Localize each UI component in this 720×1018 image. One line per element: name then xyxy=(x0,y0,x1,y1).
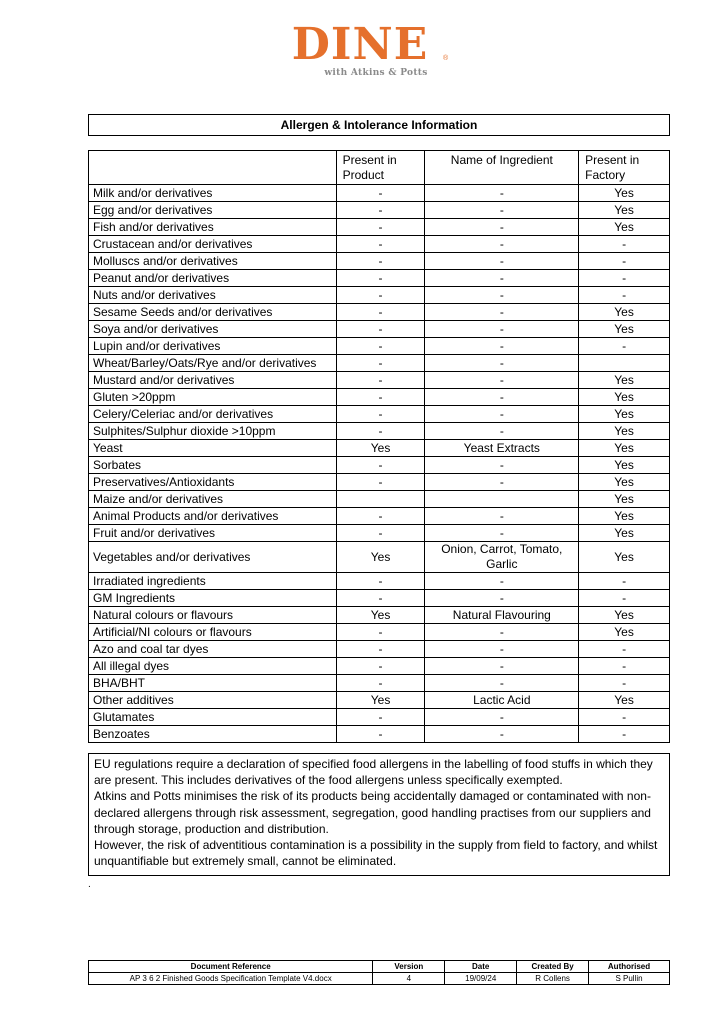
present-in-factory: Yes xyxy=(579,508,670,525)
ingredient-name: - xyxy=(425,457,579,474)
table-row xyxy=(89,641,670,658)
ingredient-name: - xyxy=(425,389,579,406)
allergen-name: Lupin and/or derivatives xyxy=(89,338,337,355)
present-in-product: - xyxy=(336,321,425,338)
table-row xyxy=(89,590,670,607)
company-logo xyxy=(0,19,720,82)
allergen-name: Sesame Seeds and/or derivatives xyxy=(89,304,337,321)
present-in-factory: - xyxy=(579,675,670,692)
present-in-product: - xyxy=(336,624,425,641)
ingredient-name: - xyxy=(425,726,579,743)
allergen-name: Soya and/or derivatives xyxy=(89,321,337,338)
present-in-factory: Yes xyxy=(579,219,670,236)
allergen-name: Azo and coal tar dyes xyxy=(89,641,337,658)
allergen-name: Molluscs and/or derivatives xyxy=(89,253,337,270)
allergen-name: BHA/BHT xyxy=(89,675,337,692)
header-allergen xyxy=(89,151,337,185)
table-row xyxy=(89,525,670,542)
allergen-name: Animal Products and/or derivatives xyxy=(89,508,337,525)
footer-header-authorised: Authorised xyxy=(589,961,670,973)
ingredient-name: - xyxy=(425,474,579,491)
ingredient-name: - xyxy=(425,590,579,607)
present-in-factory: Yes xyxy=(579,185,670,202)
present-in-factory: Yes xyxy=(579,624,670,641)
present-in-factory: - xyxy=(579,287,670,304)
allergen-name: Sorbates xyxy=(89,457,337,474)
present-in-product: - xyxy=(336,658,425,675)
allergen-name: Nuts and/or derivatives xyxy=(89,287,337,304)
ingredient-name: - xyxy=(425,321,579,338)
table-row xyxy=(89,338,670,355)
allergen-name: GM Ingredients xyxy=(89,590,337,607)
present-in-product xyxy=(336,491,425,508)
table-row xyxy=(89,304,670,321)
ingredient-name: Onion, Carrot, Tomato, Garlic xyxy=(425,542,579,573)
table-row xyxy=(89,624,670,641)
allergen-name: All illegal dyes xyxy=(89,658,337,675)
ingredient-name: - xyxy=(425,185,579,202)
present-in-factory: - xyxy=(579,590,670,607)
present-in-factory: Yes xyxy=(579,321,670,338)
present-in-product: - xyxy=(336,406,425,423)
ingredient-name: - xyxy=(425,338,579,355)
ingredient-name: - xyxy=(425,253,579,270)
present-in-product: - xyxy=(336,270,425,287)
table-row xyxy=(89,321,670,338)
table-row xyxy=(89,406,670,423)
ingredient-name: - xyxy=(425,202,579,219)
allergen-name: Vegetables and/or derivatives xyxy=(89,542,337,573)
table-row xyxy=(89,355,670,372)
allergen-name: Peanut and/or derivatives xyxy=(89,270,337,287)
present-in-factory: Yes xyxy=(579,457,670,474)
table-row xyxy=(89,389,670,406)
present-in-product: Yes xyxy=(336,692,425,709)
footer-document-reference: AP 3 6 2 Finished Goods Specification Template V4.docx xyxy=(89,973,373,985)
allergen-name: Fruit and/or derivatives xyxy=(89,525,337,542)
footer-value-row xyxy=(89,973,670,985)
table-row xyxy=(89,573,670,590)
present-in-product: Yes xyxy=(336,542,425,573)
ingredient-name: - xyxy=(425,270,579,287)
present-in-factory: - xyxy=(579,338,670,355)
footer-authorised: S Pullin xyxy=(589,973,670,985)
table-row xyxy=(89,372,670,389)
ingredient-name: - xyxy=(425,219,579,236)
present-in-factory: - xyxy=(579,270,670,287)
table-row xyxy=(89,658,670,675)
allergen-name: Glutamates xyxy=(89,709,337,726)
ingredient-name: - xyxy=(425,658,579,675)
present-in-factory: Yes xyxy=(579,423,670,440)
present-in-factory: Yes xyxy=(579,372,670,389)
table-row xyxy=(89,542,670,573)
present-in-product: - xyxy=(336,202,425,219)
document-footer-table xyxy=(88,960,670,985)
allergen-table xyxy=(88,150,670,743)
table-row xyxy=(89,491,670,508)
allergen-name: Preservatives/Antioxidants xyxy=(89,474,337,491)
allergen-name: Wheat/Barley/Oats/Rye and/or derivatives xyxy=(89,355,337,372)
allergen-name: Egg and/or derivatives xyxy=(89,202,337,219)
present-in-product: - xyxy=(336,423,425,440)
present-in-product: - xyxy=(336,287,425,304)
footer-header-date: Date xyxy=(445,961,517,973)
allergen-name: Mustard and/or derivatives xyxy=(89,372,337,389)
present-in-product: - xyxy=(336,219,425,236)
present-in-factory: - xyxy=(579,726,670,743)
ingredient-name xyxy=(425,491,579,508)
notes-paragraph: Atkins and Potts minimises the risk of its products being accidentally damaged or contaminated with non-declared allergens through risk assessment, segregation, good handling practises from our suppliers and through storage, production and distribution. xyxy=(94,789,651,836)
ingredient-name: - xyxy=(425,508,579,525)
present-in-factory: Yes xyxy=(579,389,670,406)
allergen-table-body xyxy=(89,185,670,743)
table-row xyxy=(89,692,670,709)
present-in-product: - xyxy=(336,525,425,542)
allergen-name: Celery/Celeriac and/or derivatives xyxy=(89,406,337,423)
table-row xyxy=(89,202,670,219)
ingredient-name: Yeast Extracts xyxy=(425,440,579,457)
present-in-factory: Yes xyxy=(579,491,670,508)
ingredient-name: - xyxy=(425,675,579,692)
ingredient-name: - xyxy=(425,423,579,440)
allergen-name: Natural colours or flavours xyxy=(89,607,337,624)
ingredient-name: - xyxy=(425,624,579,641)
table-row xyxy=(89,726,670,743)
present-in-factory: Yes xyxy=(579,440,670,457)
footer-header-created-by: Created By xyxy=(517,961,589,973)
ingredient-name: - xyxy=(425,406,579,423)
present-in-product: - xyxy=(336,573,425,590)
present-in-product: - xyxy=(336,372,425,389)
present-in-factory: Yes xyxy=(579,692,670,709)
ingredient-name: - xyxy=(425,236,579,253)
present-in-factory: - xyxy=(579,641,670,658)
present-in-product: Yes xyxy=(336,440,425,457)
ingredient-name: Natural Flavouring xyxy=(425,607,579,624)
allergen-name: Milk and/or derivatives xyxy=(89,185,337,202)
footer-version: 4 xyxy=(373,973,445,985)
header-present-in-factory: Present in Factory xyxy=(579,151,670,185)
present-in-product: - xyxy=(336,726,425,743)
ingredient-name: - xyxy=(425,355,579,372)
allergen-name: Yeast xyxy=(89,440,337,457)
footer-header-row xyxy=(89,961,670,973)
footer-header-document-reference: Document Reference xyxy=(89,961,373,973)
present-in-product: - xyxy=(336,457,425,474)
present-in-factory: - xyxy=(579,236,670,253)
table-row xyxy=(89,423,670,440)
allergen-name: Crustacean and/or derivatives xyxy=(89,236,337,253)
table-row xyxy=(89,219,670,236)
present-in-product: - xyxy=(336,253,425,270)
table-row xyxy=(89,185,670,202)
stray-dot: . xyxy=(88,879,91,890)
allergen-name: Sulphites/Sulphur dioxide >10ppm xyxy=(89,423,337,440)
footer-header-version: Version xyxy=(373,961,445,973)
ingredient-name: - xyxy=(425,709,579,726)
logo-registered-mark: ® xyxy=(443,55,449,62)
present-in-factory: Yes xyxy=(579,202,670,219)
present-in-product: - xyxy=(336,590,425,607)
table-row xyxy=(89,236,670,253)
footer-created-by: R Collens xyxy=(517,973,589,985)
allergen-name: Maize and/or derivatives xyxy=(89,491,337,508)
table-row xyxy=(89,709,670,726)
present-in-product: - xyxy=(336,389,425,406)
table-row xyxy=(89,675,670,692)
notes-paragraph: However, the risk of adventitious contamination is a possibility in the supply from field to factory, and whilst unquantifiable but extremely small, cannot be eliminated. xyxy=(94,838,658,869)
ingredient-name: - xyxy=(425,304,579,321)
table-row xyxy=(89,607,670,624)
document-title: Allergen & Intolerance Information xyxy=(88,114,670,136)
table-row xyxy=(89,287,670,304)
footer-date: 19/09/24 xyxy=(445,973,517,985)
present-in-product: - xyxy=(336,338,425,355)
header-present-in-product: Present in Product xyxy=(336,151,425,185)
logo-wordmark: DINE xyxy=(291,19,429,70)
present-in-product: - xyxy=(336,304,425,321)
table-row xyxy=(89,270,670,287)
notes-paragraph: EU regulations require a declaration of specified food allergens in the labelling of food stuffs in which they are present. This includes derivatives of the food allergens unless specifically exempted. xyxy=(94,757,653,788)
table-row xyxy=(89,253,670,270)
present-in-factory: - xyxy=(579,253,670,270)
present-in-product: - xyxy=(336,641,425,658)
ingredient-name: - xyxy=(425,573,579,590)
present-in-factory: Yes xyxy=(579,525,670,542)
ingredient-name: - xyxy=(425,641,579,658)
logo-tagline: with Atkins & Potts xyxy=(324,68,428,78)
allergen-name: Artificial/NI colours or flavours xyxy=(89,624,337,641)
ingredient-name: - xyxy=(425,525,579,542)
present-in-product: Yes xyxy=(336,607,425,624)
present-in-factory: - xyxy=(579,709,670,726)
present-in-factory: Yes xyxy=(579,607,670,624)
present-in-factory: - xyxy=(579,573,670,590)
present-in-product: - xyxy=(336,355,425,372)
allergen-table-header xyxy=(89,151,670,185)
allergen-name: Fish and/or derivatives xyxy=(89,219,337,236)
ingredient-name: Lactic Acid xyxy=(425,692,579,709)
header-name-of-ingredient: Name of Ingredient xyxy=(425,151,579,185)
present-in-factory: Yes xyxy=(579,406,670,423)
present-in-product: - xyxy=(336,236,425,253)
present-in-factory: Yes xyxy=(579,474,670,491)
table-row xyxy=(89,440,670,457)
present-in-factory: - xyxy=(579,658,670,675)
present-in-product: - xyxy=(336,185,425,202)
allergen-name: Irradiated ingredients xyxy=(89,573,337,590)
allergen-name: Benzoates xyxy=(89,726,337,743)
allergen-name: Gluten >20ppm xyxy=(89,389,337,406)
present-in-product: - xyxy=(336,508,425,525)
table-row xyxy=(89,457,670,474)
table-row xyxy=(89,508,670,525)
allergen-name: Other additives xyxy=(89,692,337,709)
allergen-notes xyxy=(88,753,670,876)
present-in-factory xyxy=(579,355,670,372)
present-in-factory: Yes xyxy=(579,304,670,321)
present-in-product: - xyxy=(336,474,425,491)
present-in-product: - xyxy=(336,709,425,726)
present-in-product: - xyxy=(336,675,425,692)
present-in-factory: Yes xyxy=(579,542,670,573)
table-row xyxy=(89,474,670,491)
ingredient-name: - xyxy=(425,372,579,389)
ingredient-name: - xyxy=(425,287,579,304)
